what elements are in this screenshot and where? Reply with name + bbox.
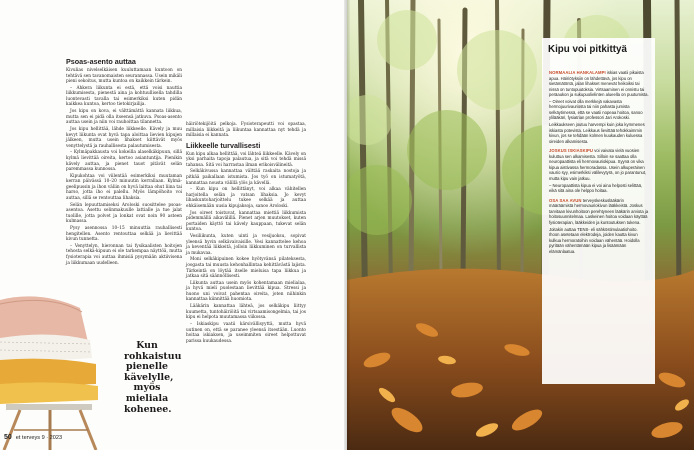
info-paragraph: Leikkaukseen joutuu harvempi kuin joka kymmenes iskiasta potevista. Leikkaus lievittää tehokkaimmin kivun, jos se tehdään kolmen kuukauden kuluessa oireiden alkamisesta. xyxy=(549,122,645,144)
paragraph: Pysy asennossa 10–15 minuuttia rauhallisesti hengitellen. Asento rentouttaa selkää ja lievittää kivun tunnetta. xyxy=(66,226,182,243)
info-paragraph: Joitakin auttaa TENS- eli sähköstimulaatiohoito. Ihoon asetetaan elektrodeja, joiden kautta kivun kulkua hermoratoihin voidaan vähentää. Hoidolla pyritään vähentämään kipua ja lisäämään elämänlaatua. xyxy=(549,226,640,254)
paragraph: Jos oireet toistuvat, kannattaa miettiä liikkumista pidemmällä aikavälillä. Pienet arjen muutokset, kuten portaiden käyttö tai kävely kauppaan, tukevat selän kuntoa. xyxy=(186,210,306,233)
paragraph: Kun kipu alkaa hellittää, voi lähteä liikkeelle. Kävely on yksi parhaita tapoja palautua, ja sitä voi tehdä missä tahansa. Sitä voi harrastaa ilman erikoisvälineitä. xyxy=(186,151,306,168)
info-box-title: Kipu voi pitkittyä xyxy=(548,44,627,55)
paragraph: – Ahkera liikunta ei estä, että voisi nauttia liikkumisesta, pienestä aina ja kohtuullisella tahdilla luontevasti tavalla tai esimerkiksi kuten pidän kaikkea kuntoa, kertoo tietokirjailija. xyxy=(66,85,182,108)
info-text: iskias vaatii pikaista apua. Häiriötyksiin on lähdettävä, jos kipu on sietämätöntä, jalan lihakset menevät heikoiksi tai nissä on tuntopuutoksia. Virtsaaminen ei onnistu tai peräaukon ja sukupuolielinten alueella on puutumista. xyxy=(549,70,649,98)
paragraph: Moni selkäkipuinen kokee hyötyvänsä pilateksesta, joogasta tai muusta kehonhallintaa kehittävästä lajista. Tärkeintä on löytää itselle mieluisa tapa liikkua ja jatkaa sitä säännöllisesti. xyxy=(186,257,306,280)
article-column-1 xyxy=(66,58,182,267)
info-text: terveyskeskuslääkärin määräämistä hermovauriokivun lääkkeistä. Joskus tarvitaan kivunhoitoon perehtyneen lääkärin arviota ja hoitosuunnitelmaa. Laskeinen hoitoa voidaan käyttää fysioterapian, lääkkeiden ja kuntoutuksen tukena. xyxy=(549,197,649,225)
section-heading-liikkeelle: Liikkeelle turvallisesti xyxy=(186,140,261,150)
chair-cushions-photo xyxy=(0,280,120,450)
paragraph: – Kylmäpakkausta voi kokeilla alaselkäkipuun, sillä kylmä lievittää oireita, kertoo asiantuntija. Pienikin kävely auttaa, ja pienet tauot pitävät selän paremmassa kunnossa. xyxy=(66,150,182,173)
info-lead: NORMAALIA HANKALAMPI xyxy=(549,70,606,75)
page-spine xyxy=(344,0,350,450)
info-text: voi vaivata vielä vuosien kuluttua sen alkamisesta. Silloin se saattaa olla neuropaattista eli hermovauriokipua. Syynä on vika kipua aistivassa hermoradassa. Usein alkuperäinen vaurio syy, esimerkiksi välilevytyrä, on jo parantunut, mutta kipu vain jatkuu. xyxy=(549,148,647,182)
paragraph: Selkäkivussa kannattaa välttää raskaita nostoja ja pitkää paikallaan istumista. Jos työ on istumatyötä, kannattaa nousta välillä ylös ja kävellä. xyxy=(186,169,306,186)
info-paragraph xyxy=(549,198,649,226)
article-column-2 xyxy=(186,122,306,345)
paragraph: – Venyttelyn, hieronnan tai fysikaalisten hoitojen tehosta selkä-kipuun ei ole tarkempaa näyttöä, mutta fysioterapia voi auttaa ihmisiä pysymään aktiivisena ja liikkumaan uudelleen. xyxy=(66,243,182,266)
paragraph: Kivulias nivelselkäisen kuuluttamaan kuntoon on tehtävä sen tavanomaisten seurannassa. Usein mikäli pieni sekoitus, mutta kuntoa on kaikkein tärkein. xyxy=(66,68,182,85)
paragraph: Liikunta auttaa usein myös kohentamaan mielialaa, ja hyvä mieli puolestaan lievittää kipua. Stressi ja huono uni voivat pahentaa oireita, joten niihinkin kannattaa kiinnittää huomiota. xyxy=(186,280,306,303)
paragraph: Kipukohtaa voi viilentää esimerkiksi muutaman kerran päivässä 10–20 minuutin kerrallaan. Kylmä-geelipussin ja ihon väliin on hyvä laittaa ohut liina tai harso, jotta iho ei palellu. Myös lämpöhoito voi auttaa, sillä se rentouttaa lihaksia. xyxy=(66,173,182,201)
page-number: 50 xyxy=(4,434,12,441)
page-footer xyxy=(4,434,62,441)
paragraph: häiriötekijöitä pelkoja. Fysioterapeutti voi opastaa, millaisia liikkeitä ja liikuntaa kannattaa nyt tehdä ja millaisia ei kannata. xyxy=(186,122,306,139)
section-heading-psoas: Psoas-asento auttaa xyxy=(66,57,136,66)
info-paragraph: – Neuropaattista kipua ei voi aina helposti selittää, eikä sitä aina ole helppo hoitaa. xyxy=(549,182,643,194)
info-paragraph: – Oireet voivat olla merkkejä vakavasta hermojuurivauriosta tai niin pahasta jumista selkäytimessä, että se vaatii nopeaa hoitoa, sanoo ylilääkäri, fysiatrian professori Jari Arokoski. xyxy=(549,98,643,121)
paragraph: Vesiliikunta, kuten uinti ja vesijuoksu, sopivat yleensä hyvin selkävaivaisille. Vesi kannattelee kehoa ja keventää liikkeitä, jolloin liikkuminen on turvallista ja mukavaa. xyxy=(186,234,306,256)
paragraph: Jos kipu hellittää, lähde liikkeelle. Kävely ja muu kevyt liikunta ovat hyvä tapa aloittaa lievien kipujen jälkeen, mutta usein lihakset kiittävät myös venyttelystä ja rauhallisesta palautumisesta. xyxy=(66,127,182,149)
magazine-name: et terveys 9 · 2023 xyxy=(15,435,63,441)
info-paragraph xyxy=(549,148,649,181)
info-lead: OSA SAA AVUN xyxy=(549,197,582,203)
paragraph: Lääkärin kannattaa lähteä, jos selkäkipu liittyy kuumetta, tuntohäiriöitä tai virtsaamisongelmia, tai jos kipu ei helpota muutamassa viikossa. xyxy=(186,304,306,321)
paragraph: Jos kipu on kova, ei välttämättä kannata liikkua, mutta sen ei pidä olla itseensä jatkuva. Psoas-asento auttaa usein ja niin voi rauhoittaa tilannetta. xyxy=(66,109,182,126)
paragraph: – Iskiaskipu vaatii kärsivällisyyttä, mutta hyvä uutinen on, että se paranee yleensä itsestään. Luonto hoitaa iskiaksen, ja useimmiten oireet helpottuvat parissa kuukaudessa. xyxy=(186,322,306,344)
info-lead: JOSKUS ISKIASKIPU xyxy=(549,148,594,154)
paragraph: – Kun kipu on hellittänyt, voi alkaa vähitellen harjoitella selän ja vatsan lihaksia. Jo kevyt lihaskuntoharjoittelu tukee selkää ja auttaa ehkäisemään uusia kipujaksoja, sanoo Aroloski. xyxy=(186,187,306,209)
info-box-body xyxy=(549,70,649,255)
paragraph: Selän lepuuttamiseksi Aroloski suosittelee psoas-asentoa. Asettu selinmakuulle lattialle ja tue jalat tuolille, jotta polvet ja lonkat ovat noin 90 asteen kulmassa. xyxy=(66,202,182,225)
pull-quote: Kun rohkaistuu pienelle kävelylle, myös mieliala kohenee. xyxy=(124,340,182,415)
info-paragraph xyxy=(549,70,649,98)
